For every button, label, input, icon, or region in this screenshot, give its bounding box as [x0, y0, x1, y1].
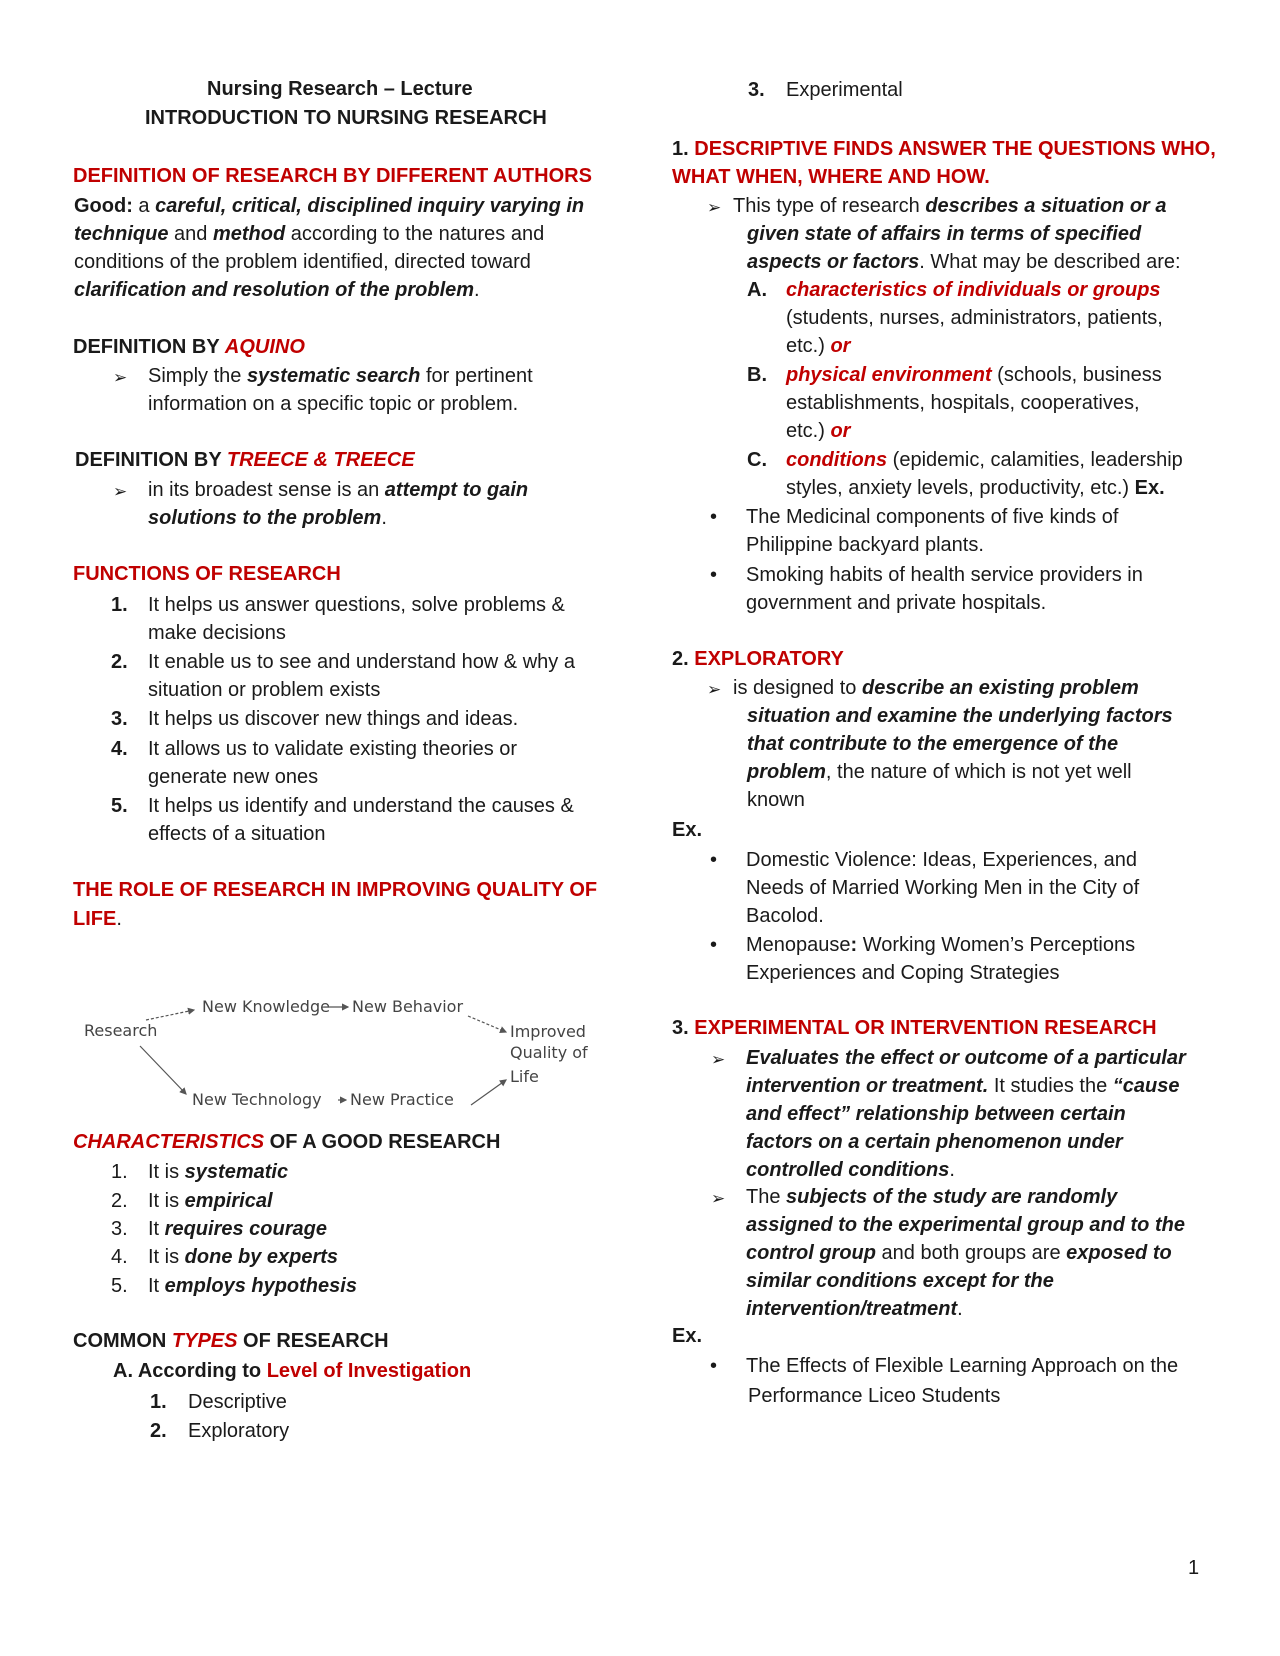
list-item: Smoking habits of health service providers in — [746, 564, 1143, 586]
bullet-icon: • — [710, 934, 718, 956]
diagram-quality-label: Quality of — [510, 1043, 588, 1062]
descriptive-line3: aspects or factors. What may be described are: — [747, 251, 1181, 273]
characteristics-heading: CHARACTERISTICS OF A GOOD RESEARCH — [73, 1131, 501, 1153]
sub-item-cont: etc.) or — [786, 335, 851, 357]
list-item: It allows us to validate existing theories or — [148, 738, 518, 760]
arrow-bullet-icon: ➢ — [711, 1050, 726, 1070]
page-number: 1 — [1188, 1557, 1200, 1579]
list-item-number: 5. — [111, 795, 128, 817]
descriptive-heading-line2: WHAT WHEN, WHERE AND HOW. — [672, 166, 990, 188]
experimental-p2-line1: The subjects of the study are randomly — [746, 1186, 1118, 1208]
aquino-line2: information on a specific topic or problem. — [148, 393, 519, 415]
example-label: Ex. — [672, 819, 703, 841]
good-definition-line4: clarification and resolution of the problem. — [74, 279, 480, 301]
arrow-bullet-icon: ➢ — [113, 482, 128, 502]
good-definition-line2: technique and method according to the natures and — [74, 223, 545, 245]
sub-item: physical environment (schools, business — [786, 364, 1162, 386]
bullet-icon: • — [710, 564, 718, 586]
experimental-p2-line2: assigned to the experimental group and to the — [746, 1214, 1185, 1236]
types-subheading: A. According to Level of Investigation — [113, 1360, 472, 1382]
research-quality-diagram — [78, 990, 608, 1120]
sub-item-cont: styles, anxiety levels, productivity, etc.) Ex. — [786, 477, 1165, 499]
descriptive-heading-line1: 1. DESCRIPTIVE FINDS ANSWER THE QUESTIONS WHO, — [672, 138, 1216, 160]
list-item-cont: Experiences and Coping Strategies — [746, 962, 1060, 984]
diagram-arrow — [471, 1080, 506, 1105]
descriptive-line2: given state of affairs in terms of specified — [747, 223, 1142, 245]
aquino-line1: Simply the systematic search for pertinent — [148, 365, 533, 387]
sub-item-letter: C. — [747, 449, 767, 471]
arrow-bullet-icon: ➢ — [711, 1189, 726, 1209]
list-item: It helps us discover new things and ideas. — [148, 708, 519, 730]
list-item: Menopause: Working Women’s Perceptions — [746, 934, 1136, 956]
list-item-cont: generate new ones — [148, 766, 319, 788]
list-item-cont: government and private hospitals. — [746, 592, 1047, 614]
sub-item-cont: (students, nurses, administrators, patients, — [786, 307, 1163, 329]
exploratory-line1: is designed to describe an existing problem — [733, 677, 1139, 699]
experimental-p1-line1: Evaluates the effect or outcome of a particular — [746, 1047, 1186, 1069]
exploratory-line2: situation and examine the underlying factors — [747, 705, 1173, 727]
experimental-p2-line4: similar conditions except for the — [746, 1270, 1054, 1292]
diagram-new-technology-label: New Technology — [192, 1090, 322, 1109]
diagram-improved-label: Improved — [510, 1022, 586, 1041]
list-item-number: 2. — [111, 651, 128, 673]
experimental-p1-line2: intervention or treatment. It studies the “cause — [746, 1075, 1180, 1097]
list-item: Descriptive — [188, 1391, 287, 1413]
list-item-number: 1. — [150, 1391, 167, 1413]
list-item-number: 3. — [111, 708, 128, 730]
example-label: Ex. — [672, 1325, 703, 1347]
list-item: It requires courage — [148, 1218, 327, 1240]
experimental-p1-line4: factors on a certain phenomenon under — [746, 1131, 1123, 1153]
exploratory-line5: known — [747, 789, 805, 811]
list-item-cont: effects of a situation — [148, 823, 326, 845]
list-item: It is empirical — [148, 1190, 273, 1212]
list-item-number: 2. — [150, 1420, 167, 1442]
diagram-arrow — [468, 1016, 506, 1032]
definitions-heading: DEFINITION OF RESEARCH BY DIFFERENT AUTHORS — [73, 165, 592, 187]
sub-item: conditions (epidemic, calamities, leadership — [786, 449, 1183, 471]
diagram-arrow — [146, 1010, 194, 1020]
diagram-life-label: Life — [510, 1067, 539, 1086]
good-definition-line1: Good: a careful, critical, disciplined inquiry varying in — [74, 195, 585, 217]
list-item: Exploratory — [188, 1420, 290, 1442]
bullet-icon: • — [710, 849, 718, 871]
arrow-bullet-icon: ➢ — [707, 680, 722, 700]
arrow-bullet-icon: ➢ — [707, 198, 722, 218]
page-title: INTRODUCTION TO NURSING RESEARCH — [145, 107, 547, 129]
list-item-number: 1. — [111, 594, 128, 616]
list-item-cont: Philippine backyard plants. — [746, 534, 984, 556]
list-item-number: 2. — [111, 1190, 128, 1212]
exploratory-line4: problem, the nature of which is not yet well — [747, 761, 1132, 783]
diagram-new-behavior-label: New Behavior — [352, 997, 464, 1016]
treece-line1: in its broadest sense is an attempt to gain — [148, 479, 529, 501]
exploratory-line3: that contribute to the emergence of the — [747, 733, 1119, 755]
sub-item-cont: establishments, hospitals, cooperatives, — [786, 392, 1140, 414]
bullet-icon: • — [710, 506, 718, 528]
experimental-p1-line5: controlled conditions. — [746, 1159, 955, 1181]
diagram-arrow — [140, 1046, 186, 1094]
list-item-number: 3. — [111, 1218, 128, 1240]
list-item: It helps us identify and understand the causes & — [148, 795, 574, 817]
experimental-p2-line3: control group and both groups are exposed to — [746, 1242, 1172, 1264]
experimental-p2-line5: intervention/treatment. — [746, 1298, 963, 1320]
sub-item-letter: A. — [747, 279, 767, 301]
sub-item: characteristics of individuals or groups — [786, 279, 1161, 301]
role-heading-line2: LIFE. — [73, 908, 122, 930]
treece-heading: DEFINITION BY TREECE & TREECE — [75, 449, 415, 471]
list-item-cont: Needs of Married Working Men in the City of — [746, 877, 1140, 899]
diagram-research-label: Research — [84, 1021, 158, 1040]
sub-item-letter: B. — [747, 364, 767, 386]
experimental-heading: 3. EXPERIMENTAL OR INTERVENTION RESEARCH — [672, 1017, 1157, 1039]
author-good: Good: — [74, 195, 133, 217]
list-item: The Medicinal components of five kinds of — [746, 506, 1119, 528]
list-item-number: 5. — [111, 1275, 128, 1297]
good-definition-line3: conditions of the problem identified, directed toward — [74, 251, 531, 273]
sub-item-cont: etc.) or — [786, 420, 851, 442]
list-item-number: 3. — [748, 79, 765, 101]
list-item: Experimental — [786, 79, 903, 101]
list-item-number: 4. — [111, 1246, 128, 1268]
exploratory-heading: 2. EXPLORATORY — [672, 648, 844, 670]
list-item-cont: make decisions — [148, 622, 286, 644]
list-item: It employs hypothesis — [148, 1275, 357, 1297]
arrow-bullet-icon: ➢ — [113, 368, 128, 388]
descriptive-line1: This type of research describes a situation or a — [733, 195, 1167, 217]
experimental-p1-line3: and effect” relationship between certain — [746, 1103, 1126, 1125]
list-item-cont: Performance Liceo Students — [748, 1385, 1001, 1407]
list-item: It is systematic — [148, 1161, 289, 1183]
list-item: It helps us answer questions, solve problems & — [148, 594, 565, 616]
list-item: It is done by experts — [148, 1246, 339, 1268]
list-item-cont: Bacolod. — [746, 905, 824, 927]
aquino-heading: DEFINITION BY AQUINO — [73, 336, 305, 358]
treece-line2: solutions to the problem. — [148, 507, 387, 529]
list-item: The Effects of Flexible Learning Approach on the — [746, 1355, 1179, 1377]
functions-heading: FUNCTIONS OF RESEARCH — [73, 563, 341, 585]
list-item: It enable us to see and understand how & why a — [148, 651, 575, 673]
diagram-new-practice-label: New Practice — [350, 1090, 454, 1109]
list-item: Domestic Violence: Ideas, Experiences, and — [746, 849, 1137, 871]
role-heading-line1: THE ROLE OF RESEARCH IN IMPROVING QUALITY OF — [73, 879, 598, 901]
bullet-icon: • — [710, 1355, 718, 1377]
diagram-new-knowledge-label: New Knowledge — [202, 997, 330, 1016]
list-item-cont: situation or problem exists — [148, 679, 381, 701]
list-item-number: 1. — [111, 1161, 128, 1183]
types-heading: COMMON TYPES OF RESEARCH — [73, 1330, 389, 1352]
course-title: Nursing Research – Lecture — [207, 78, 473, 100]
list-item-number: 4. — [111, 738, 128, 760]
